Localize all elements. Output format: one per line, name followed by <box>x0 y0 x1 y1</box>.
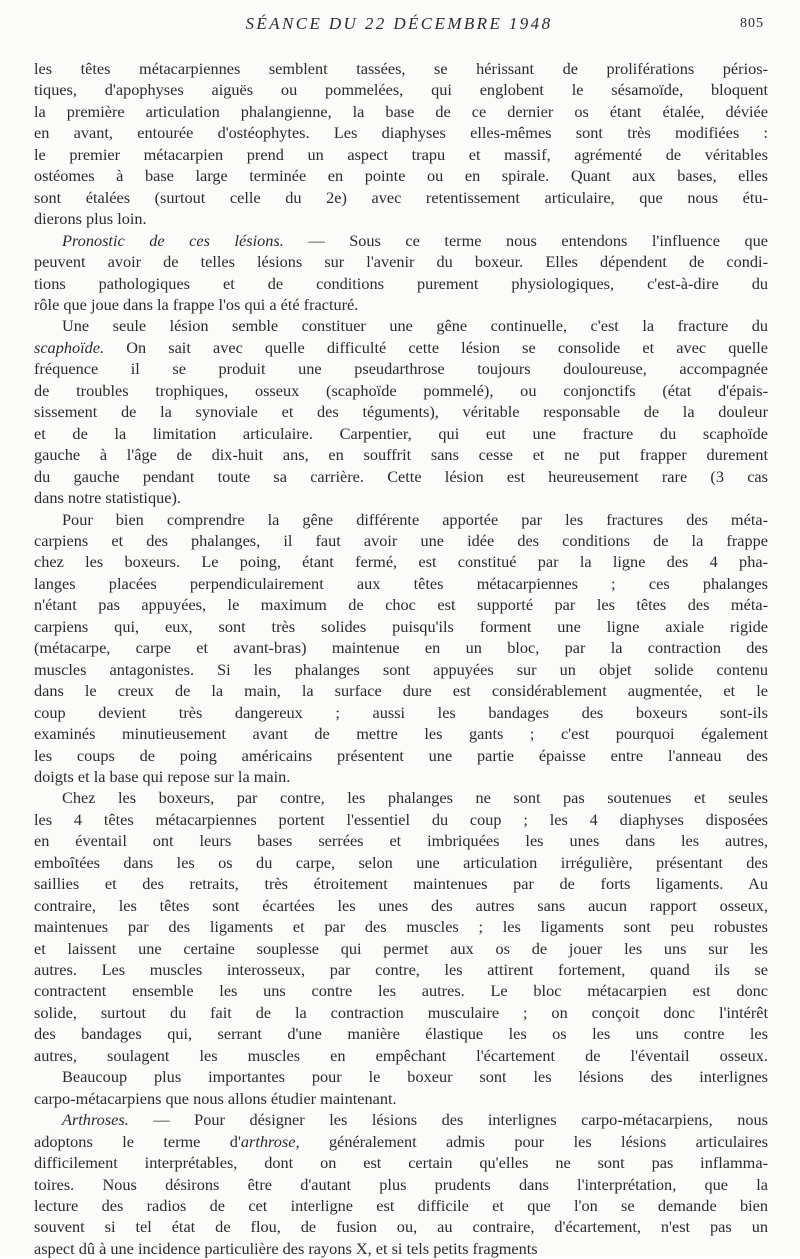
text-line <box>34 616 768 637</box>
body-text <box>34 58 768 1259</box>
line-text: examinés minutieusement avant de mettre les gants ; c'est pourquoi également <box>34 724 768 744</box>
text-line <box>34 980 768 1001</box>
text-line <box>34 745 768 766</box>
text-line <box>34 315 768 336</box>
text-line <box>34 959 768 980</box>
text-line <box>34 766 768 787</box>
line-text: la première articulation phalangienne, la base de ce dernier os étant étalée, déviée <box>34 101 768 121</box>
text-line <box>34 487 768 508</box>
line-text: des bandages qui, serrant d'une manière élastique les os les uns contre les <box>34 1024 768 1044</box>
line-text: chez les boxeurs. Le poing, étant fermé, est constitué par la ligne des 4 pha- <box>34 552 768 572</box>
line-text: du gauche pendant toute sa carrière. Cette lésion est heureusement rare (3 cas <box>34 466 768 486</box>
line-text: aspect dû à une incidence particulière des rayons X, et si tels petits fragments <box>34 1238 538 1258</box>
line-text: dierons plus loin. <box>34 209 147 229</box>
text-line <box>34 401 768 422</box>
text-line <box>34 444 768 465</box>
line-text: langes placées perpendiculairement aux têtes métacarpiennes ; ces phalanges <box>34 573 768 593</box>
line-text: autres. Les muscles interosseux, par contre, les attirent fortement, quand ils se <box>34 960 768 980</box>
italic-heading: scaphoïde. <box>34 337 105 357</box>
line-text: Pour bien comprendre la gêne différente apportée par les fractures des méta- <box>62 509 768 529</box>
text-line <box>34 1174 768 1195</box>
text-line <box>34 809 768 830</box>
text-line <box>34 637 768 658</box>
line-text: solide, surtout du fait de la contraction musculaire ; on conçoit donc l'intérêt <box>34 1002 768 1022</box>
line-text: carpiens qui, eux, sont très solides puisqu'ils forment une ligne axiale rigide <box>34 616 768 636</box>
text-line <box>34 938 768 959</box>
text-line <box>34 1066 768 1087</box>
line-text: et de la limitation articulaire. Carpentier, qui eut une fracture du scaphoïde <box>34 423 768 443</box>
text-line <box>34 573 768 594</box>
line-text: gauche à l'âge de dix-huit ans, en souffrit sans cesse et ne put frapper durement <box>34 445 768 465</box>
line-text: doigts et la base qui repose sur la main. <box>34 766 291 786</box>
line-text: (métacarpe, carpe et avant-bras) maintenue en un bloc, par la contraction des <box>34 638 768 658</box>
line-text: ostéomes à base large terminée en pointe ou en spirale. Quant aux bases, elles <box>34 166 768 186</box>
text-line <box>34 1045 768 1066</box>
line-text: toires. Nous désirons être d'autant plus prudents dans l'interprétation, que la <box>34 1174 768 1194</box>
text-line <box>34 423 768 444</box>
text-line <box>34 1109 768 1130</box>
line-text: difficilement interprétables, dont on est certain qu'elles ne sont pas inflamma- <box>34 1153 768 1173</box>
line-text: de troubles trophiques, osseux (scaphoïde pommelé), ou conjonctifs (état d'épais- <box>34 380 768 400</box>
text-line <box>34 337 768 358</box>
line-text: emboîtées dans les os du carpe, selon une articulation irrégulière, présentant des <box>34 852 768 872</box>
line-text: les 4 têtes métacarpiennes portent l'essentiel du coup ; les 4 diaphyses disposées <box>34 809 768 829</box>
text-line <box>34 251 768 272</box>
text-line <box>34 530 768 551</box>
text-line <box>34 1131 768 1152</box>
line-text: en avant, entourée d'ostéophytes. Les diaphyses elles-mêmes sont très modifiées : <box>34 123 768 143</box>
text-line <box>34 1152 768 1173</box>
line-text: fréquence il se produit une pseudarthrose toujours douloureuse, accompagnée <box>34 359 768 379</box>
running-head <box>34 14 764 38</box>
text-line <box>34 1216 768 1237</box>
line-text: tiques, d'apophyses aiguës ou pommelées, qui englobent le sésamoïde, bloquent <box>34 80 768 100</box>
line-text: autres, soulagent les muscles en empêchant l'écartement de l'éventail osseux. <box>34 1045 768 1065</box>
page-number: 805 <box>740 16 764 31</box>
line-text: en éventail ont leurs bases serrées et imbriquées les unes dans les autres, <box>34 831 768 851</box>
text-line <box>34 1195 768 1216</box>
text-line <box>34 230 768 251</box>
text-line <box>34 702 768 723</box>
line-text: dans le creux de la main, la surface dure est considérablement augmentée, et le <box>34 681 768 701</box>
line-text: sissement de la synoviale et des téguments), véritable responsable de la douleur <box>34 402 768 422</box>
line-text: Une seule lésion semble constituer une gêne continuelle, c'est la fracture du <box>62 316 768 336</box>
text-line <box>34 551 768 572</box>
line-text: tions pathologiques et de conditions purement physiologiques, c'est-à-dire du <box>34 273 768 293</box>
line-text: carpiens et des phalanges, il faut avoir une idée des conditions de la frappe <box>34 530 768 550</box>
italic-term: arthrose, <box>240 1131 300 1151</box>
line-text: carpo-métacarpiens que nous allons étudier maintenant. <box>34 1088 397 1108</box>
italic-heading: Arthroses. <box>62 1110 129 1130</box>
text-line <box>34 723 768 744</box>
text-line <box>34 509 768 530</box>
line-text-continued: généralement admis pour les lésions articulaires <box>299 1131 768 1151</box>
text-line <box>34 101 768 122</box>
italic-heading: Pronostic de ces lésions. <box>62 230 284 250</box>
line-text: contractent ensemble les uns contre les autres. Le bloc métacarpien est donc <box>34 981 768 1001</box>
line-text: saillies et des retraits, très étroitement maintenues par de forts ligaments. Au <box>34 874 768 894</box>
text-line <box>34 144 768 165</box>
text-line <box>34 659 768 680</box>
text-line <box>34 380 768 401</box>
text-line <box>34 680 768 701</box>
text-line <box>34 165 768 186</box>
text-line <box>34 208 768 229</box>
text-line <box>34 358 768 379</box>
text-line <box>34 187 768 208</box>
line-text: On sait avec quelle difficulté cette lésion se consolide et avec quelle <box>104 337 768 357</box>
line-text: rôle que joue dans la frappe l'os qui a été fracturé. <box>34 294 359 314</box>
line-text: Chez les boxeurs, par contre, les phalanges ne sont pas soutenues et seules <box>62 788 768 808</box>
text-line <box>34 273 768 294</box>
text-line <box>34 852 768 873</box>
text-line <box>34 873 768 894</box>
line-text: — Sous ce terme nous entendons l'influence que <box>283 230 768 250</box>
text-line <box>34 916 768 937</box>
text-line <box>34 58 768 79</box>
text-line <box>34 122 768 143</box>
line-text: maintenues par des ligaments et par des muscles ; les ligaments sont peu robustes <box>34 917 768 937</box>
line-text: — Pour désigner les lésions des interlignes carpo-métacarpiens, nous <box>128 1110 768 1130</box>
text-line <box>34 1088 768 1109</box>
line-text: et laissent une certaine souplesse qui permet aux os de jouer les uns sur les <box>34 938 768 958</box>
line-text: les coups de poing américains présentent une partie épaisse entre l'anneau des <box>34 745 768 765</box>
line-text: souvent si tel état de flou, de fusion ou, au contraire, d'écartement, n'est pas un <box>34 1217 768 1237</box>
text-line <box>34 1002 768 1023</box>
line-text: lecture des radios de cet interligne est difficile et que l'on se demande bien <box>34 1196 768 1216</box>
text-line <box>34 294 768 315</box>
line-text: contraire, les têtes sont écartées les unes des autres sans aucun rapport osseux, <box>34 895 768 915</box>
running-title: SÉANCE DU 22 DÉCEMBRE 1948 <box>245 14 553 33</box>
text-line <box>34 594 768 615</box>
text-line <box>34 895 768 916</box>
line-text: sont étalées (surtout celle du 2e) avec retentissement articulaire, que nous étu- <box>34 187 768 207</box>
line-text: coup devient très dangereux ; aussi les bandages des boxeurs sont-ils <box>34 702 768 722</box>
text-line <box>34 79 768 100</box>
line-text: muscles antagonistes. Si les phalanges sont appuyées sur un objet solide contenu <box>34 659 768 679</box>
line-text: les têtes métacarpiennes semblent tassées, se hérissant de proliférations périos- <box>34 59 768 78</box>
line-text: adoptons le terme d' <box>34 1131 241 1151</box>
line-text: Beaucoup plus importantes pour le boxeur sont les lésions des interlignes <box>62 1067 768 1087</box>
text-line <box>34 1023 768 1044</box>
text-line <box>34 787 768 808</box>
line-text: n'étant pas appuyées, le maximum de choc est supporté par les têtes des méta- <box>34 595 768 615</box>
text-line <box>34 830 768 851</box>
line-text: peuvent avoir de telles lésions sur l'avenir du boxeur. Elles dépendent de condi- <box>34 252 768 272</box>
line-text: dans notre statistique). <box>34 488 181 508</box>
line-text: le premier métacarpien prend un aspect trapu et massif, agrémenté de véritables <box>34 144 768 164</box>
text-line <box>34 466 768 487</box>
